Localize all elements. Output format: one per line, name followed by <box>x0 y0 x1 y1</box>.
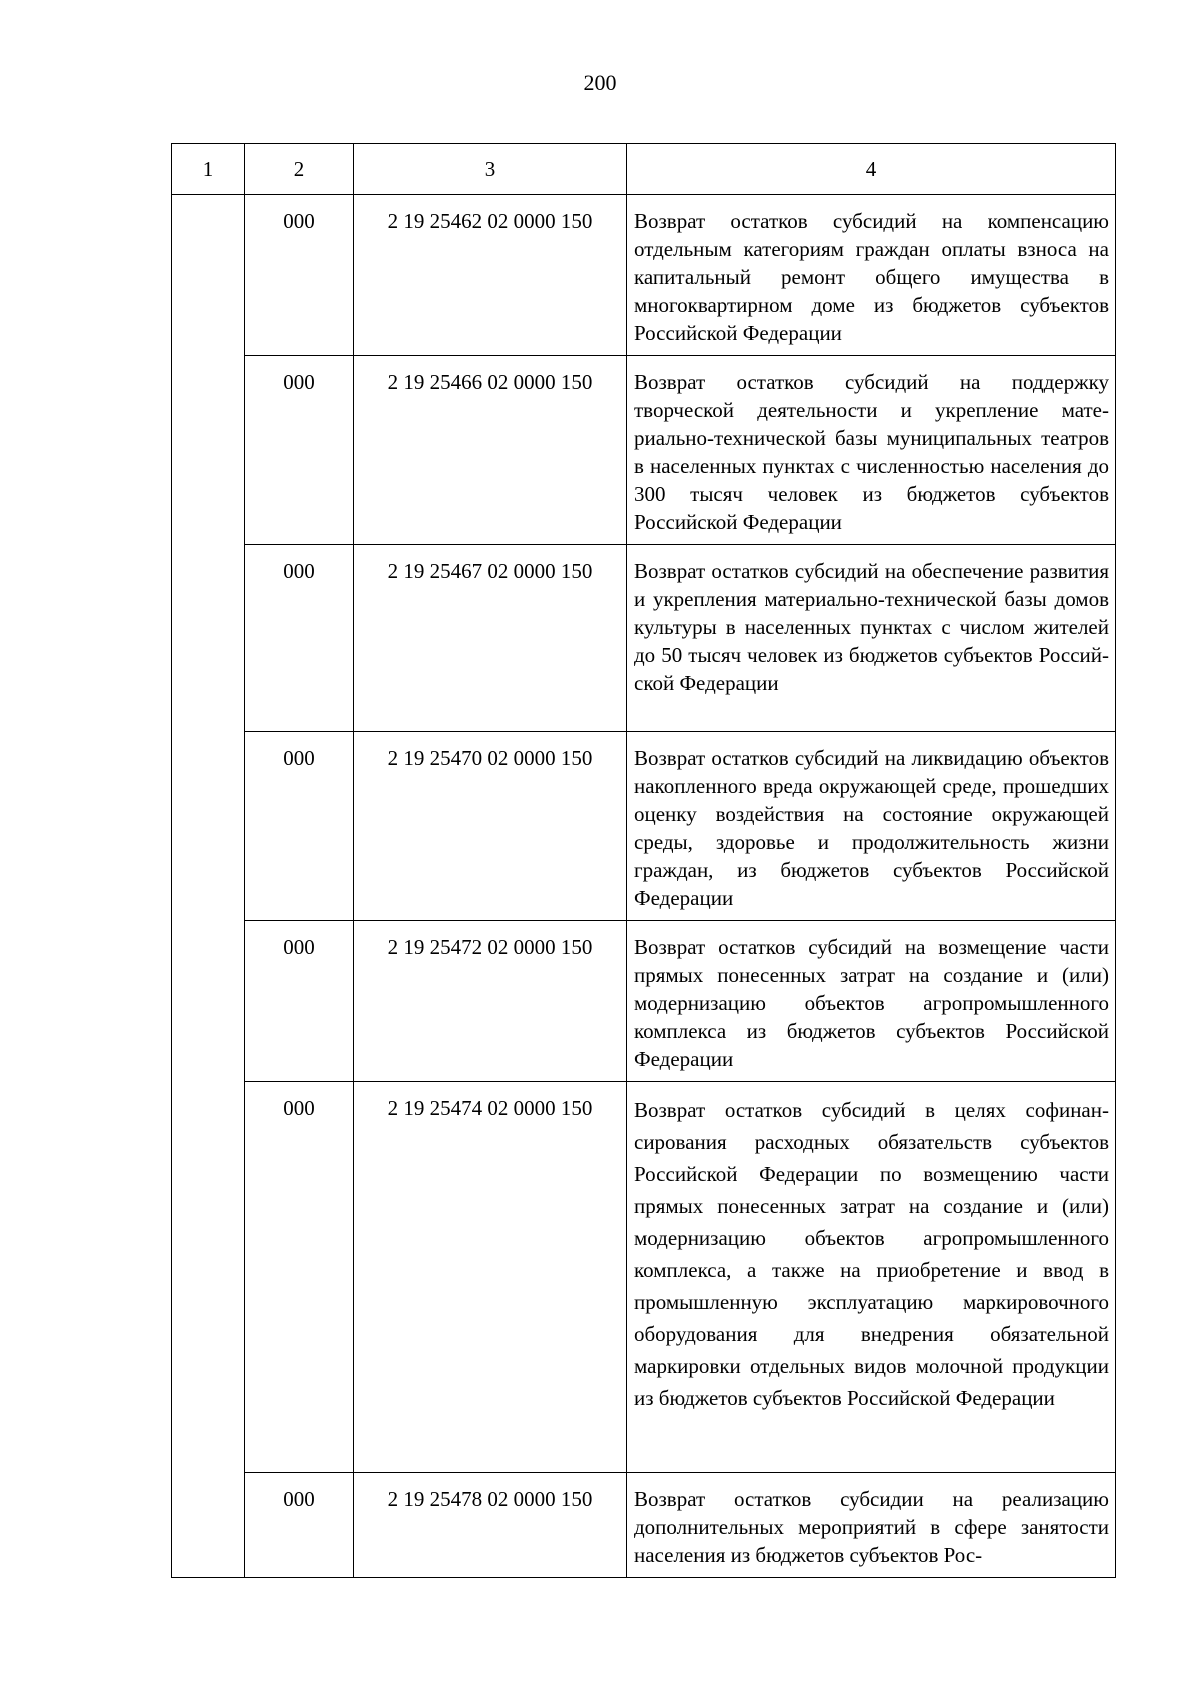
budget-code-cell: 2 19 25467 02 0000 150 <box>354 545 627 732</box>
description-cell: Возврат остатков субсидий на компенсацию отдельным категориям граждан оплаты взноса на капитальный ремонт общего имущества в многоквартирном доме из бюджетов субъектов Российской Федерации <box>627 195 1116 356</box>
budget-code-cell: 2 19 25472 02 0000 150 <box>354 921 627 1082</box>
table-row <box>172 545 1116 732</box>
budget-code-cell: 2 19 25466 02 0000 150 <box>354 356 627 545</box>
empty-cell <box>172 356 245 545</box>
table-row <box>172 1082 1116 1473</box>
table-row <box>172 356 1116 545</box>
budget-code-cell: 2 19 25470 02 0000 150 <box>354 732 627 921</box>
empty-cell <box>172 1473 245 1578</box>
empty-cell <box>172 195 245 356</box>
header-col-1: 1 <box>172 144 245 195</box>
header-col-2: 2 <box>245 144 354 195</box>
admin-code-cell: 000 <box>245 921 354 1082</box>
budget-code-cell: 2 19 25478 02 0000 150 <box>354 1473 627 1578</box>
description-cell: Возврат остатков субсидий в целях софинансирования расходных обязательств субъектов Российской Федерации по возмещению части прямых понесенных затрат на создание и (или) модернизацию объектов агропромышленного комплекса, а также на приобретение и ввод в промышленную эксплуатацию маркировочного оборудования для внедрения обязательной маркировки отдельных видов молочной продукции из бюджетов субъектов Российской Федерации <box>627 1082 1116 1473</box>
description-cell: Возврат остатков субсидий на поддержку творческой деятельности и укрепление материально-технической базы муниципальных театров в населенных пунктах с численностью населения до 300 тысяч человек из бюджетов субъектов Российской Федерации <box>627 356 1116 545</box>
budget-codes-table <box>171 143 1116 1578</box>
page-number: 200 <box>583 70 617 95</box>
description-cell: Возврат остатков субсидий на возмещение части прямых понесенных затрат на создание и (или) модернизацию объектов агропромышленного комплекса из бюджетов субъектов Российской Федерации <box>627 921 1116 1082</box>
empty-cell <box>172 1082 245 1473</box>
admin-code-cell: 000 <box>245 1473 354 1578</box>
table-row <box>172 1473 1116 1578</box>
header-col-3: 3 <box>354 144 627 195</box>
table-row <box>172 921 1116 1082</box>
table-header <box>172 144 1116 195</box>
description-cell: Возврат остатков субсидий на ликвидацию объектов накопленного вреда окружающей среде, прошедших оценку воздействия на состояние окружающей среды, здоровье и продолжительность жизни граждан, из бюджетов субъектов Российской Федерации <box>627 732 1116 921</box>
empty-cell <box>172 921 245 1082</box>
description-cell: Возврат остатков субсидий на обеспечение развития и укрепления материально-технической базы домов культуры в населенных пунктах с числом жителей до 50 тысяч человек из бюджетов субъектов Российской Федерации <box>627 545 1116 732</box>
empty-cell <box>172 545 245 732</box>
header-row <box>172 144 1116 195</box>
table-row <box>172 732 1116 921</box>
admin-code-cell: 000 <box>245 195 354 356</box>
admin-code-cell: 000 <box>245 545 354 732</box>
header-col-4: 4 <box>627 144 1116 195</box>
empty-cell <box>172 732 245 921</box>
table-body <box>172 195 1116 1578</box>
table-row <box>172 195 1116 356</box>
budget-code-cell: 2 19 25462 02 0000 150 <box>354 195 627 356</box>
budget-code-cell: 2 19 25474 02 0000 150 <box>354 1082 627 1473</box>
admin-code-cell: 000 <box>245 356 354 545</box>
admin-code-cell: 000 <box>245 1082 354 1473</box>
admin-code-cell: 000 <box>245 732 354 921</box>
description-cell: Возврат остатков субсидии на реализацию дополнительных мероприятий в сфере занятости населения из бюджетов субъектов Рос- <box>627 1473 1116 1578</box>
